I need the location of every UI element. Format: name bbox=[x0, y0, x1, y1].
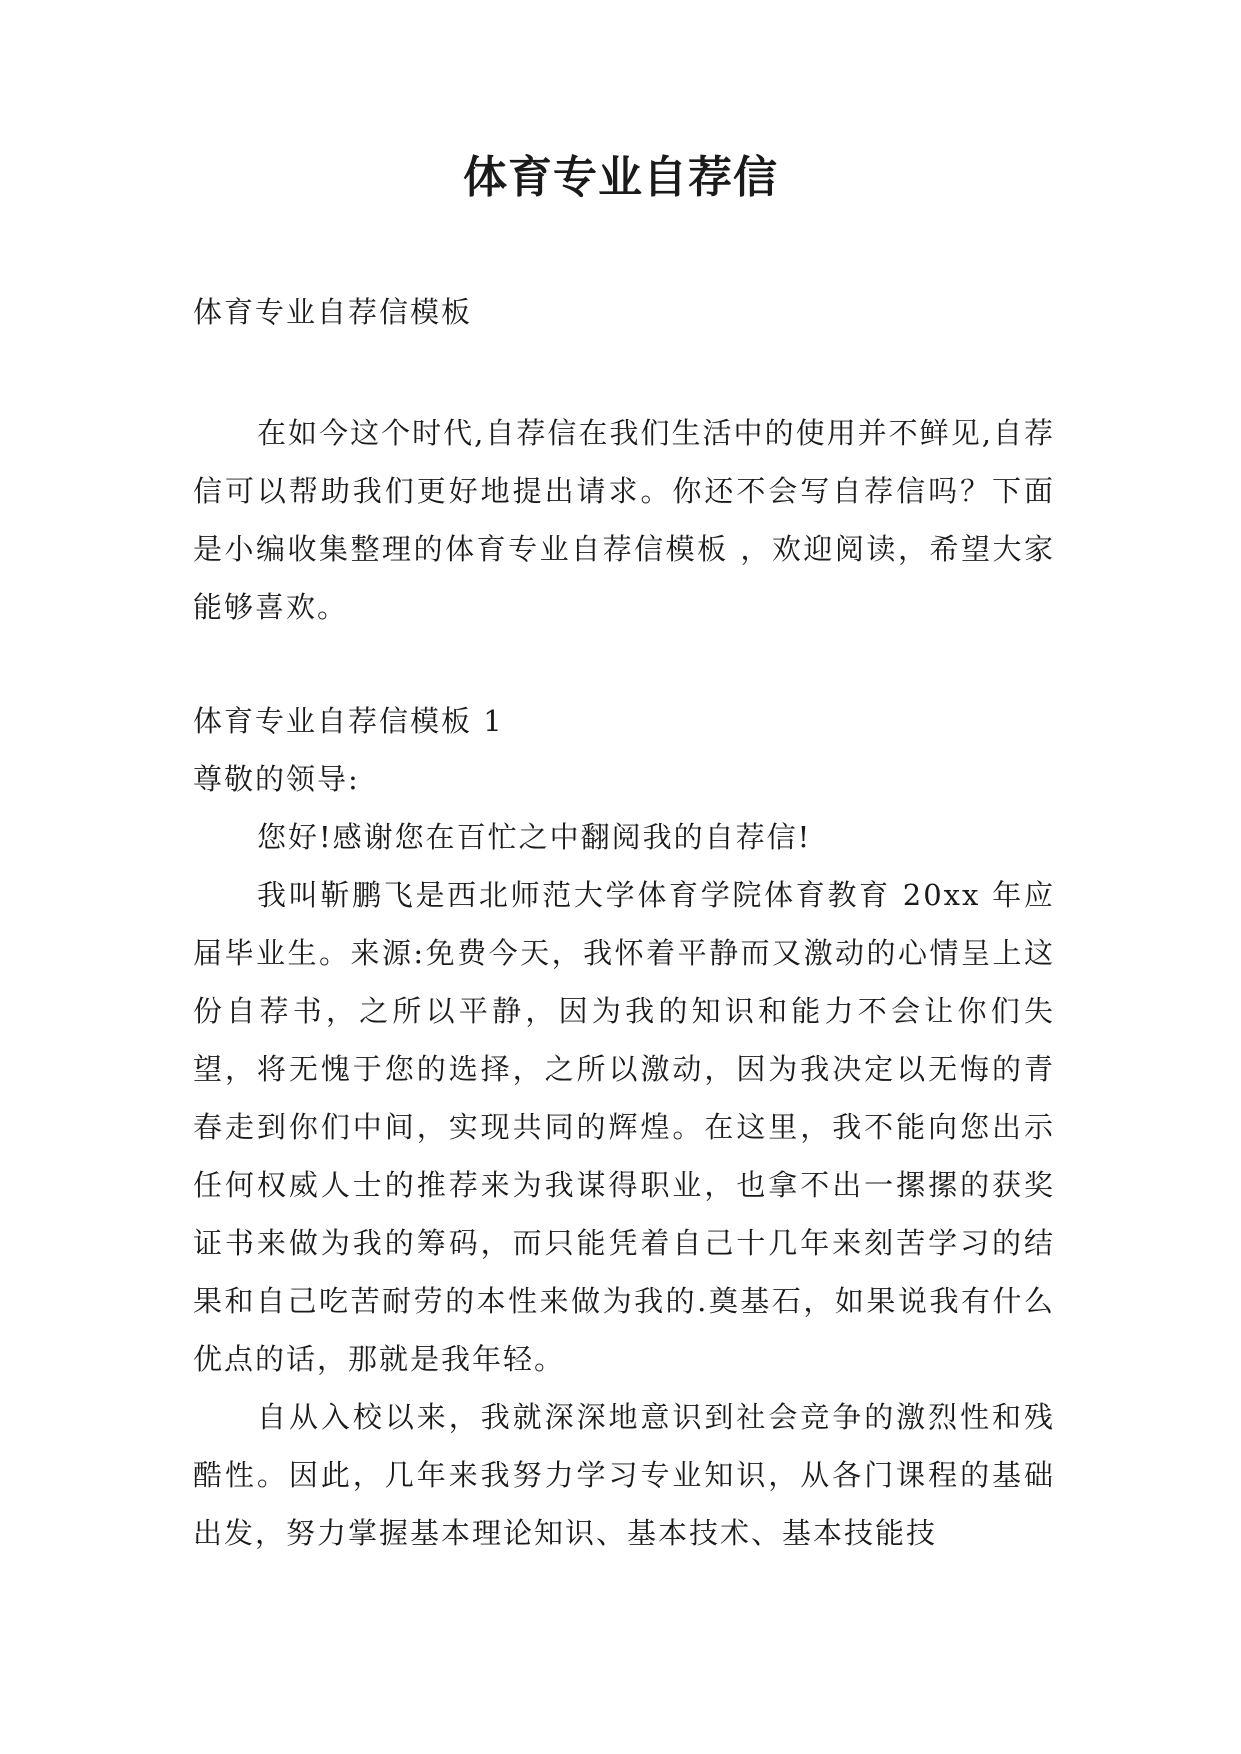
document-subtitle: 体育专业自荐信模板 bbox=[193, 295, 473, 329]
letter-section bbox=[193, 692, 1055, 1562]
document-title: 体育专业自荐信 bbox=[463, 152, 778, 203]
greeting-paragraph: 您好!感谢您在百忙之中翻阅我的自荐信! bbox=[257, 820, 812, 854]
salutation: 尊敬的领导: bbox=[193, 762, 360, 796]
intro-section bbox=[193, 404, 1055, 636]
body-paragraph-2: 自从入校以来，我就深深地意识到社会竞争的激烈性和残酷性。因此，几年来我努力学习专业知识，从各门课程的基础出发，努力掌握基本理论知识、基本技术、基本技能技 bbox=[193, 1400, 1055, 1550]
body-paragraph-1: 我叫靳鹏飞是西北师范大学体育学院体育教育 20xx 年应届毕业生。来源:免费今天，我怀着平静而又激动的心情呈上这份自荐书，之所以平静，因为我的知识和能力不会让你们失望，将无愧于您的选择，之所以激动，因为我决定以无悔的青春走到你们中间，实现共同的辉煌。在这里，我不能向您出示任何权威人士的推荐来为我谋得职业，也拿不出一摞摞的获奖证书来做为我的筹码，而只能凭着自己十几年来刻苦学习的结果和自己吃苦耐劳的本性来做为我的.奠基石，如果说我有什么优点的话，那就是我年轻。 bbox=[193, 878, 1055, 1376]
letter-heading: 体育专业自荐信模板 1 bbox=[193, 704, 504, 738]
intro-paragraph: 在如今这个时代,自荐信在我们生活中的使用并不鲜见,自荐信可以帮助我们更好地提出请求。你还不会写自荐信吗？下面是小编收集整理的体育专业自荐信模板 ，欢迎阅读，希望大家能够喜欢。 bbox=[193, 416, 1055, 624]
